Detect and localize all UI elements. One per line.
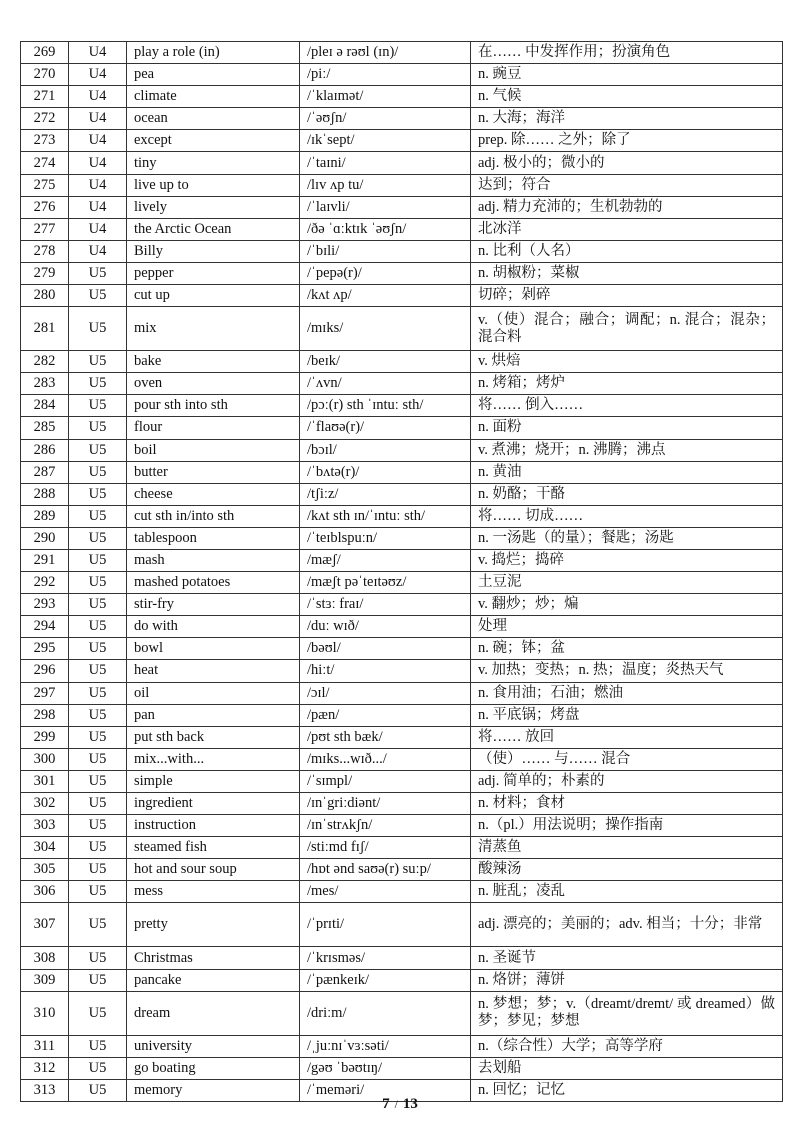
entry-word: Billy bbox=[127, 240, 300, 262]
entry-word: pan bbox=[127, 704, 300, 726]
table-row bbox=[21, 770, 783, 792]
entry-meaning: n. 气候 bbox=[471, 86, 783, 108]
table-row bbox=[21, 527, 783, 549]
entry-meaning: n. 回忆；记忆 bbox=[471, 1079, 783, 1101]
table-row bbox=[21, 594, 783, 616]
entry-unit: U4 bbox=[69, 130, 127, 152]
entry-word: ocean bbox=[127, 108, 300, 130]
entry-phonetic: /ɔɪl/ bbox=[300, 682, 471, 704]
entry-word: tiny bbox=[127, 152, 300, 174]
entry-unit: U5 bbox=[69, 417, 127, 439]
entry-word: tablespoon bbox=[127, 527, 300, 549]
entry-meaning: 土豆泥 bbox=[471, 572, 783, 594]
table-row bbox=[21, 969, 783, 991]
entry-number: 304 bbox=[21, 837, 69, 859]
entry-number: 271 bbox=[21, 86, 69, 108]
entry-word: oven bbox=[127, 373, 300, 395]
entry-meaning: n. 烤箱；烤炉 bbox=[471, 373, 783, 395]
entry-phonetic: /piː/ bbox=[300, 64, 471, 86]
table-row bbox=[21, 726, 783, 748]
entry-number: 310 bbox=[21, 991, 69, 1035]
entry-meaning: n. 梦想；梦；v.（dreamt/dremt/ 或 dreamed）做梦；梦见；梦想 bbox=[471, 991, 783, 1035]
entry-number: 286 bbox=[21, 439, 69, 461]
table-row bbox=[21, 152, 783, 174]
entry-number: 269 bbox=[21, 42, 69, 64]
table-row bbox=[21, 572, 783, 594]
entry-word: flour bbox=[127, 417, 300, 439]
entry-phonetic: /bɔɪl/ bbox=[300, 439, 471, 461]
entry-number: 312 bbox=[21, 1057, 69, 1079]
entry-word: heat bbox=[127, 660, 300, 682]
entry-number: 274 bbox=[21, 152, 69, 174]
entry-phonetic: /hiːt/ bbox=[300, 660, 471, 682]
entry-unit: U5 bbox=[69, 307, 127, 351]
entry-meaning: 北冰洋 bbox=[471, 218, 783, 240]
table-row bbox=[21, 439, 783, 461]
entry-number: 293 bbox=[21, 594, 69, 616]
entry-phonetic: /lɪv ʌp tu/ bbox=[300, 174, 471, 196]
entry-number: 292 bbox=[21, 572, 69, 594]
entry-unit: U5 bbox=[69, 969, 127, 991]
entry-unit: U5 bbox=[69, 572, 127, 594]
table-row bbox=[21, 859, 783, 881]
table-row bbox=[21, 461, 783, 483]
entry-unit: U5 bbox=[69, 395, 127, 417]
entry-word: pour sth into sth bbox=[127, 395, 300, 417]
entry-word: except bbox=[127, 130, 300, 152]
entry-unit: U5 bbox=[69, 682, 127, 704]
entry-word: put sth back bbox=[127, 726, 300, 748]
entry-word: pancake bbox=[127, 969, 300, 991]
entry-word: mix bbox=[127, 307, 300, 351]
entry-meaning: 将…… 放回 bbox=[471, 726, 783, 748]
table-row bbox=[21, 108, 783, 130]
entry-word: oil bbox=[127, 682, 300, 704]
entry-number: 283 bbox=[21, 373, 69, 395]
entry-meaning: 处理 bbox=[471, 616, 783, 638]
entry-unit: U5 bbox=[69, 660, 127, 682]
entry-word: memory bbox=[127, 1079, 300, 1101]
entry-phonetic: /ˈmeməri/ bbox=[300, 1079, 471, 1101]
entry-unit: U5 bbox=[69, 726, 127, 748]
entry-phonetic: /bəʊl/ bbox=[300, 638, 471, 660]
entry-phonetic: /ɪnˈgriːdiənt/ bbox=[300, 793, 471, 815]
table-row bbox=[21, 262, 783, 284]
entry-phonetic: /ˈəʊʃn/ bbox=[300, 108, 471, 130]
entry-meaning: 在…… 中发挥作用；扮演角色 bbox=[471, 42, 783, 64]
entry-phonetic: /ˈpænkeɪk/ bbox=[300, 969, 471, 991]
table-row bbox=[21, 351, 783, 373]
page-total: 13 bbox=[402, 1096, 418, 1112]
table-row bbox=[21, 815, 783, 837]
entry-number: 282 bbox=[21, 351, 69, 373]
entry-phonetic: /ˈprɪti/ bbox=[300, 903, 471, 947]
entry-unit: U4 bbox=[69, 64, 127, 86]
entry-number: 305 bbox=[21, 859, 69, 881]
table-row bbox=[21, 793, 783, 815]
entry-number: 307 bbox=[21, 903, 69, 947]
entry-word: cut sth in/into sth bbox=[127, 505, 300, 527]
entry-word: steamed fish bbox=[127, 837, 300, 859]
entry-phonetic: /gəʊ ˈbəʊtɪŋ/ bbox=[300, 1057, 471, 1079]
table-row bbox=[21, 903, 783, 947]
entry-unit: U5 bbox=[69, 285, 127, 307]
entry-number: 289 bbox=[21, 505, 69, 527]
entry-phonetic: /ˈbʌtə(r)/ bbox=[300, 461, 471, 483]
table-row bbox=[21, 881, 783, 903]
entry-phonetic: /ˈklaɪmət/ bbox=[300, 86, 471, 108]
entry-meaning: 切碎；剁碎 bbox=[471, 285, 783, 307]
entry-meaning: 将…… 倒入…… bbox=[471, 395, 783, 417]
entry-phonetic: /kʌt sth ɪn/ˈɪntuː sth/ bbox=[300, 505, 471, 527]
entry-number: 284 bbox=[21, 395, 69, 417]
entry-number: 299 bbox=[21, 726, 69, 748]
entry-number: 302 bbox=[21, 793, 69, 815]
entry-number: 275 bbox=[21, 174, 69, 196]
entry-meaning: adj. 简单的；朴素的 bbox=[471, 770, 783, 792]
entry-word: bake bbox=[127, 351, 300, 373]
entry-unit: U5 bbox=[69, 549, 127, 571]
entry-unit: U5 bbox=[69, 793, 127, 815]
table-row bbox=[21, 682, 783, 704]
entry-meaning: v. 加热；变热；n. 热；温度；炎热天气 bbox=[471, 660, 783, 682]
entry-unit: U5 bbox=[69, 439, 127, 461]
entry-unit: U5 bbox=[69, 461, 127, 483]
entry-meaning: n. 胡椒粉；菜椒 bbox=[471, 262, 783, 284]
entry-unit: U5 bbox=[69, 1057, 127, 1079]
entry-word: play a role (in) bbox=[127, 42, 300, 64]
entry-unit: U5 bbox=[69, 373, 127, 395]
table-row bbox=[21, 549, 783, 571]
entry-meaning: v.（使）混合；融合；调配；n. 混合；混杂；混合料 bbox=[471, 307, 783, 351]
entry-word: climate bbox=[127, 86, 300, 108]
entry-meaning: n. 面粉 bbox=[471, 417, 783, 439]
entry-unit: U5 bbox=[69, 903, 127, 947]
entry-phonetic: /mes/ bbox=[300, 881, 471, 903]
table-row bbox=[21, 616, 783, 638]
entry-number: 311 bbox=[21, 1035, 69, 1057]
entry-number: 290 bbox=[21, 527, 69, 549]
entry-phonetic: /pʊt sth bæk/ bbox=[300, 726, 471, 748]
entry-phonetic: /mɪks/ bbox=[300, 307, 471, 351]
table-row bbox=[21, 638, 783, 660]
entry-meaning: prep. 除…… 之外；除了 bbox=[471, 130, 783, 152]
entry-number: 298 bbox=[21, 704, 69, 726]
entry-word: live up to bbox=[127, 174, 300, 196]
table-row bbox=[21, 240, 783, 262]
table-row bbox=[21, 483, 783, 505]
entry-unit: U4 bbox=[69, 108, 127, 130]
entry-unit: U5 bbox=[69, 505, 127, 527]
entry-number: 287 bbox=[21, 461, 69, 483]
entry-number: 288 bbox=[21, 483, 69, 505]
entry-meaning: v. 烘焙 bbox=[471, 351, 783, 373]
entry-number: 281 bbox=[21, 307, 69, 351]
entry-unit: U4 bbox=[69, 196, 127, 218]
entry-meaning: n.（综合性）大学；高等学府 bbox=[471, 1035, 783, 1057]
entry-phonetic: /ˈtaɪni/ bbox=[300, 152, 471, 174]
entry-word: the Arctic Ocean bbox=[127, 218, 300, 240]
table-row bbox=[21, 174, 783, 196]
entry-word: do with bbox=[127, 616, 300, 638]
entry-meaning: n. 一汤匙（的量）；餐匙；汤匙 bbox=[471, 527, 783, 549]
entry-meaning: （使）…… 与…… 混合 bbox=[471, 748, 783, 770]
entry-phonetic: /tʃiːz/ bbox=[300, 483, 471, 505]
table-row bbox=[21, 307, 783, 351]
table-row bbox=[21, 748, 783, 770]
entry-meaning: 将…… 切成…… bbox=[471, 505, 783, 527]
entry-meaning: adj. 漂亮的；美丽的；adv. 相当；十分；非常 bbox=[471, 903, 783, 947]
page-current: 7 bbox=[382, 1096, 390, 1112]
entry-unit: U5 bbox=[69, 638, 127, 660]
entry-meaning: 清蒸鱼 bbox=[471, 837, 783, 859]
entry-phonetic: /ɪkˈsept/ bbox=[300, 130, 471, 152]
entry-unit: U5 bbox=[69, 594, 127, 616]
entry-number: 296 bbox=[21, 660, 69, 682]
entry-meaning: n. 材料；食材 bbox=[471, 793, 783, 815]
entry-phonetic: /ɪnˈstrʌkʃn/ bbox=[300, 815, 471, 837]
entry-unit: U5 bbox=[69, 616, 127, 638]
entry-phonetic: /ˈlaɪvli/ bbox=[300, 196, 471, 218]
entry-number: 277 bbox=[21, 218, 69, 240]
entry-word: mashed potatoes bbox=[127, 572, 300, 594]
entry-phonetic: /mæʃ/ bbox=[300, 549, 471, 571]
entry-number: 276 bbox=[21, 196, 69, 218]
entry-word: university bbox=[127, 1035, 300, 1057]
table-row bbox=[21, 837, 783, 859]
entry-phonetic: /stiːmd fɪʃ/ bbox=[300, 837, 471, 859]
entry-word: instruction bbox=[127, 815, 300, 837]
entry-meaning: n.（pl.）用法说明；操作指南 bbox=[471, 815, 783, 837]
entry-phonetic: /duː wɪð/ bbox=[300, 616, 471, 638]
entry-number: 300 bbox=[21, 748, 69, 770]
entry-number: 273 bbox=[21, 130, 69, 152]
entry-meaning: adj. 极小的；微小的 bbox=[471, 152, 783, 174]
entry-number: 280 bbox=[21, 285, 69, 307]
table-row bbox=[21, 1057, 783, 1079]
entry-phonetic: /hɒt ənd saʊə(r) suːp/ bbox=[300, 859, 471, 881]
entry-unit: U5 bbox=[69, 704, 127, 726]
entry-number: 295 bbox=[21, 638, 69, 660]
table-row bbox=[21, 417, 783, 439]
entry-phonetic: /driːm/ bbox=[300, 991, 471, 1035]
entry-meaning: n. 脏乱；凌乱 bbox=[471, 881, 783, 903]
entry-word: simple bbox=[127, 770, 300, 792]
page-separator: / bbox=[394, 1097, 398, 1111]
entry-word: cheese bbox=[127, 483, 300, 505]
entry-phonetic: /mɪks...wɪð.../ bbox=[300, 748, 471, 770]
entry-number: 291 bbox=[21, 549, 69, 571]
entry-phonetic: /ˈʌvn/ bbox=[300, 373, 471, 395]
entry-unit: U5 bbox=[69, 815, 127, 837]
entry-word: ingredient bbox=[127, 793, 300, 815]
entry-word: go boating bbox=[127, 1057, 300, 1079]
entry-word: pretty bbox=[127, 903, 300, 947]
entry-meaning: 达到；符合 bbox=[471, 174, 783, 196]
table-row bbox=[21, 373, 783, 395]
entry-phonetic: /ˈkrɪsməs/ bbox=[300, 947, 471, 969]
table-row bbox=[21, 86, 783, 108]
entry-phonetic: /kʌt ʌp/ bbox=[300, 285, 471, 307]
entry-phonetic: /ˈbɪli/ bbox=[300, 240, 471, 262]
entry-word: hot and sour soup bbox=[127, 859, 300, 881]
entry-meaning: adj. 精力充沛的；生机勃勃的 bbox=[471, 196, 783, 218]
table-row bbox=[21, 660, 783, 682]
entry-word: lively bbox=[127, 196, 300, 218]
entry-phonetic: /pleɪ ə rəʊl (ɪn)/ bbox=[300, 42, 471, 64]
entry-unit: U5 bbox=[69, 1035, 127, 1057]
entry-phonetic: /pɔː(r) sth ˈɪntuː sth/ bbox=[300, 395, 471, 417]
entry-unit: U5 bbox=[69, 1079, 127, 1101]
entry-phonetic: /ðə ˈɑːktɪk ˈəʊʃn/ bbox=[300, 218, 471, 240]
table-row bbox=[21, 130, 783, 152]
entry-word: bowl bbox=[127, 638, 300, 660]
entry-number: 285 bbox=[21, 417, 69, 439]
table-row bbox=[21, 285, 783, 307]
table-row bbox=[21, 395, 783, 417]
entry-phonetic: /ˌjuːnɪˈvɜːsəti/ bbox=[300, 1035, 471, 1057]
entry-meaning: n. 碗；钵；盆 bbox=[471, 638, 783, 660]
entry-number: 270 bbox=[21, 64, 69, 86]
entry-word: dream bbox=[127, 991, 300, 1035]
entry-number: 313 bbox=[21, 1079, 69, 1101]
entry-word: butter bbox=[127, 461, 300, 483]
entry-meaning: n. 平底锅；烤盘 bbox=[471, 704, 783, 726]
page-number bbox=[0, 1096, 800, 1113]
vocabulary-table bbox=[20, 41, 783, 1102]
entry-unit: U5 bbox=[69, 770, 127, 792]
entry-unit: U4 bbox=[69, 42, 127, 64]
table-row bbox=[21, 196, 783, 218]
entry-meaning: n. 食用油；石油；燃油 bbox=[471, 682, 783, 704]
entry-phonetic: /ˈpepə(r)/ bbox=[300, 262, 471, 284]
entry-number: 306 bbox=[21, 881, 69, 903]
entry-meaning: n. 大海；海洋 bbox=[471, 108, 783, 130]
entry-meaning: n. 烙饼；薄饼 bbox=[471, 969, 783, 991]
entry-phonetic: /ˈteɪblspuːn/ bbox=[300, 527, 471, 549]
entry-unit: U4 bbox=[69, 174, 127, 196]
entry-phonetic: /ˈflaʊə(r)/ bbox=[300, 417, 471, 439]
entry-phonetic: /pæn/ bbox=[300, 704, 471, 726]
entry-number: 297 bbox=[21, 682, 69, 704]
entry-unit: U5 bbox=[69, 947, 127, 969]
entry-unit: U5 bbox=[69, 837, 127, 859]
entry-unit: U5 bbox=[69, 527, 127, 549]
entry-meaning: n. 豌豆 bbox=[471, 64, 783, 86]
entry-meaning: n. 比利（人名） bbox=[471, 240, 783, 262]
entry-unit: U4 bbox=[69, 152, 127, 174]
entry-unit: U5 bbox=[69, 881, 127, 903]
entry-word: pepper bbox=[127, 262, 300, 284]
entry-number: 309 bbox=[21, 969, 69, 991]
entry-unit: U5 bbox=[69, 991, 127, 1035]
entry-phonetic: /beɪk/ bbox=[300, 351, 471, 373]
entry-unit: U4 bbox=[69, 240, 127, 262]
entry-number: 294 bbox=[21, 616, 69, 638]
entry-unit: U5 bbox=[69, 859, 127, 881]
vocabulary-table-body bbox=[21, 42, 783, 1102]
table-row bbox=[21, 947, 783, 969]
table-row bbox=[21, 42, 783, 64]
entry-meaning: 去划船 bbox=[471, 1057, 783, 1079]
entry-unit: U5 bbox=[69, 351, 127, 373]
table-row bbox=[21, 64, 783, 86]
entry-word: mix...with... bbox=[127, 748, 300, 770]
entry-number: 272 bbox=[21, 108, 69, 130]
entry-number: 278 bbox=[21, 240, 69, 262]
entry-unit: U5 bbox=[69, 262, 127, 284]
entry-meaning: v. 煮沸；烧开；n. 沸腾；沸点 bbox=[471, 439, 783, 461]
table-row bbox=[21, 505, 783, 527]
entry-unit: U4 bbox=[69, 86, 127, 108]
entry-number: 308 bbox=[21, 947, 69, 969]
entry-word: mess bbox=[127, 881, 300, 903]
table-row bbox=[21, 991, 783, 1035]
entry-meaning: n. 黄油 bbox=[471, 461, 783, 483]
entry-word: stir-fry bbox=[127, 594, 300, 616]
entry-number: 301 bbox=[21, 770, 69, 792]
entry-phonetic: /mæʃt pəˈteɪtəʊz/ bbox=[300, 572, 471, 594]
entry-meaning: n. 奶酪；干酪 bbox=[471, 483, 783, 505]
entry-word: mash bbox=[127, 549, 300, 571]
entry-unit: U5 bbox=[69, 483, 127, 505]
entry-meaning: 酸辣汤 bbox=[471, 859, 783, 881]
entry-word: cut up bbox=[127, 285, 300, 307]
entry-word: boil bbox=[127, 439, 300, 461]
entry-phonetic: /ˈsɪmpl/ bbox=[300, 770, 471, 792]
entry-meaning: v. 翻炒；炒；煸 bbox=[471, 594, 783, 616]
entry-number: 279 bbox=[21, 262, 69, 284]
table-row bbox=[21, 218, 783, 240]
entry-word: pea bbox=[127, 64, 300, 86]
table-row bbox=[21, 704, 783, 726]
entry-number: 303 bbox=[21, 815, 69, 837]
entry-meaning: n. 圣诞节 bbox=[471, 947, 783, 969]
entry-phonetic: /ˈstɜː fraɪ/ bbox=[300, 594, 471, 616]
table-row bbox=[21, 1035, 783, 1057]
entry-unit: U5 bbox=[69, 748, 127, 770]
entry-meaning: v. 捣烂；捣碎 bbox=[471, 549, 783, 571]
entry-unit: U4 bbox=[69, 218, 127, 240]
entry-word: Christmas bbox=[127, 947, 300, 969]
